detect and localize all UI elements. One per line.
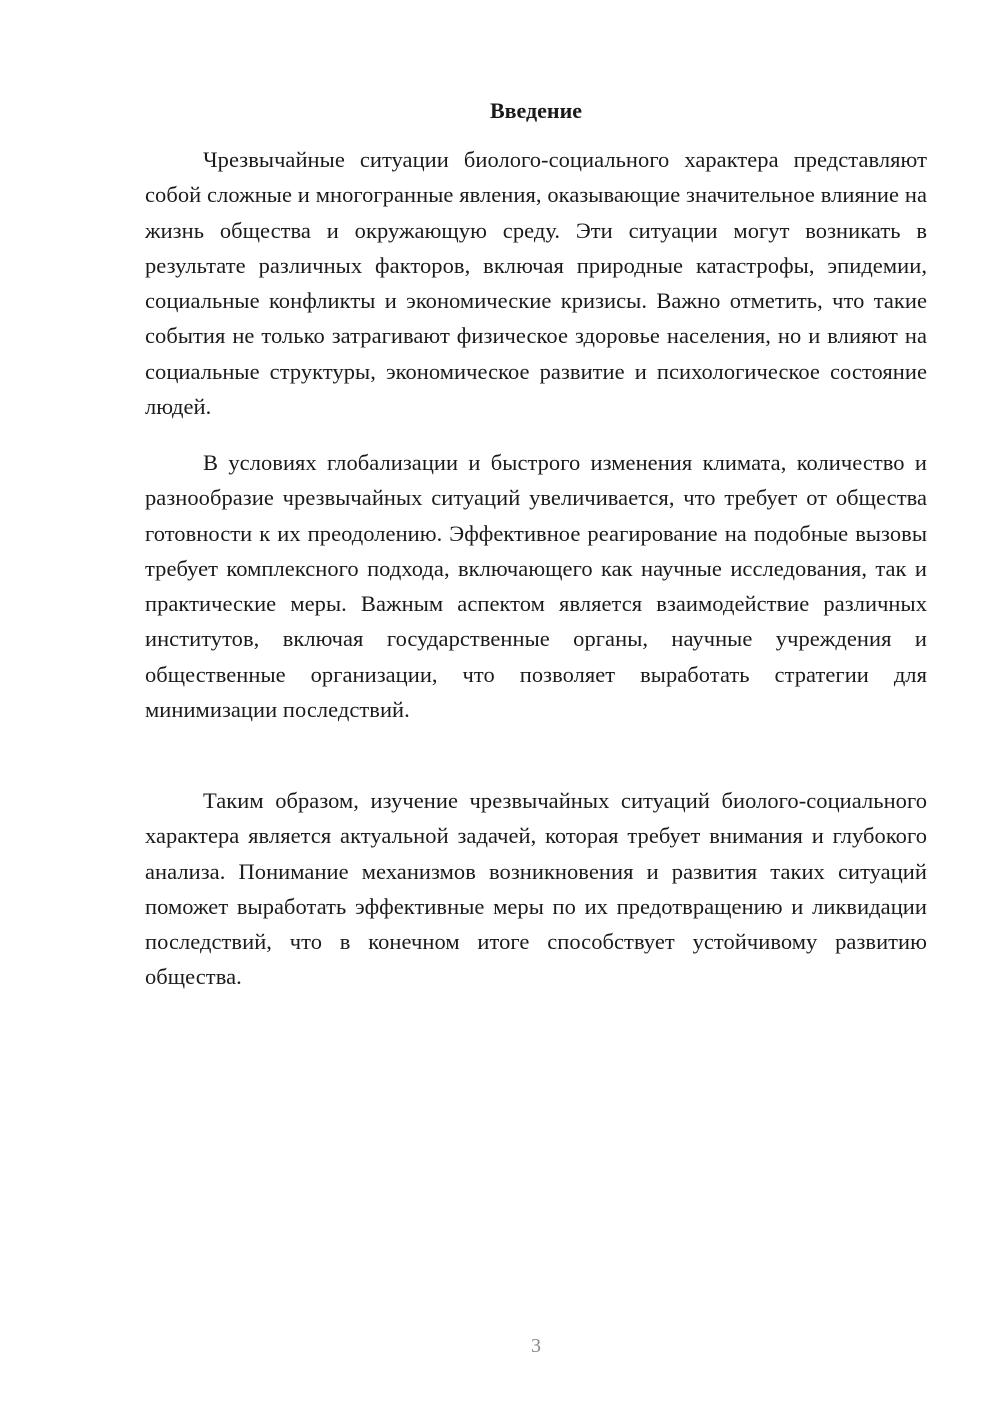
page-number: 3 (531, 1335, 541, 1357)
paragraph-2: В условиях глобализации и быстрого изменения климата, количество и разнообразие чрезвычайных ситуаций увеличивается, что требует от общества готовности к их преодолению. Эффективное реагирование на подобные вызовы требует комплексного подхода, включающего как научные исследования, так и практические меры. Важным аспектом является взаимодействие различных институтов, включая государственные органы, научные учреждения и общественные организации, что позволяет выработать стратегии для минимизации последствий. (145, 450, 927, 723)
section-title: Введение (489, 98, 583, 123)
paragraph-1: Чрезвычайные ситуации биолого-социального характера представляют собой сложные и многогранные явления, оказывающие значительное влияние на жизнь общества и окружающую среду. Эти ситуации могут возникать в результате различных факторов, включая природные катастрофы, эпидемии, социальные конфликты и экономические кризисы. Важно отметить, что такие события не только затрагивают физическое здоровье населения, но и влияют на социальные структуры, экономическое развитие и психологическое состояние людей. (145, 147, 927, 420)
paragraph-3: Таким образом, изучение чрезвычайных ситуаций биолого-социального характера является актуальной задачей, которая требует внимания и глубокого анализа. Понимание механизмов возникновения и развития таких ситуаций поможет выработать эффективные меры по их предотвращению и ликвидации последствий, что в конечном итоге способствует устойчивому развитию общества. (145, 788, 927, 990)
